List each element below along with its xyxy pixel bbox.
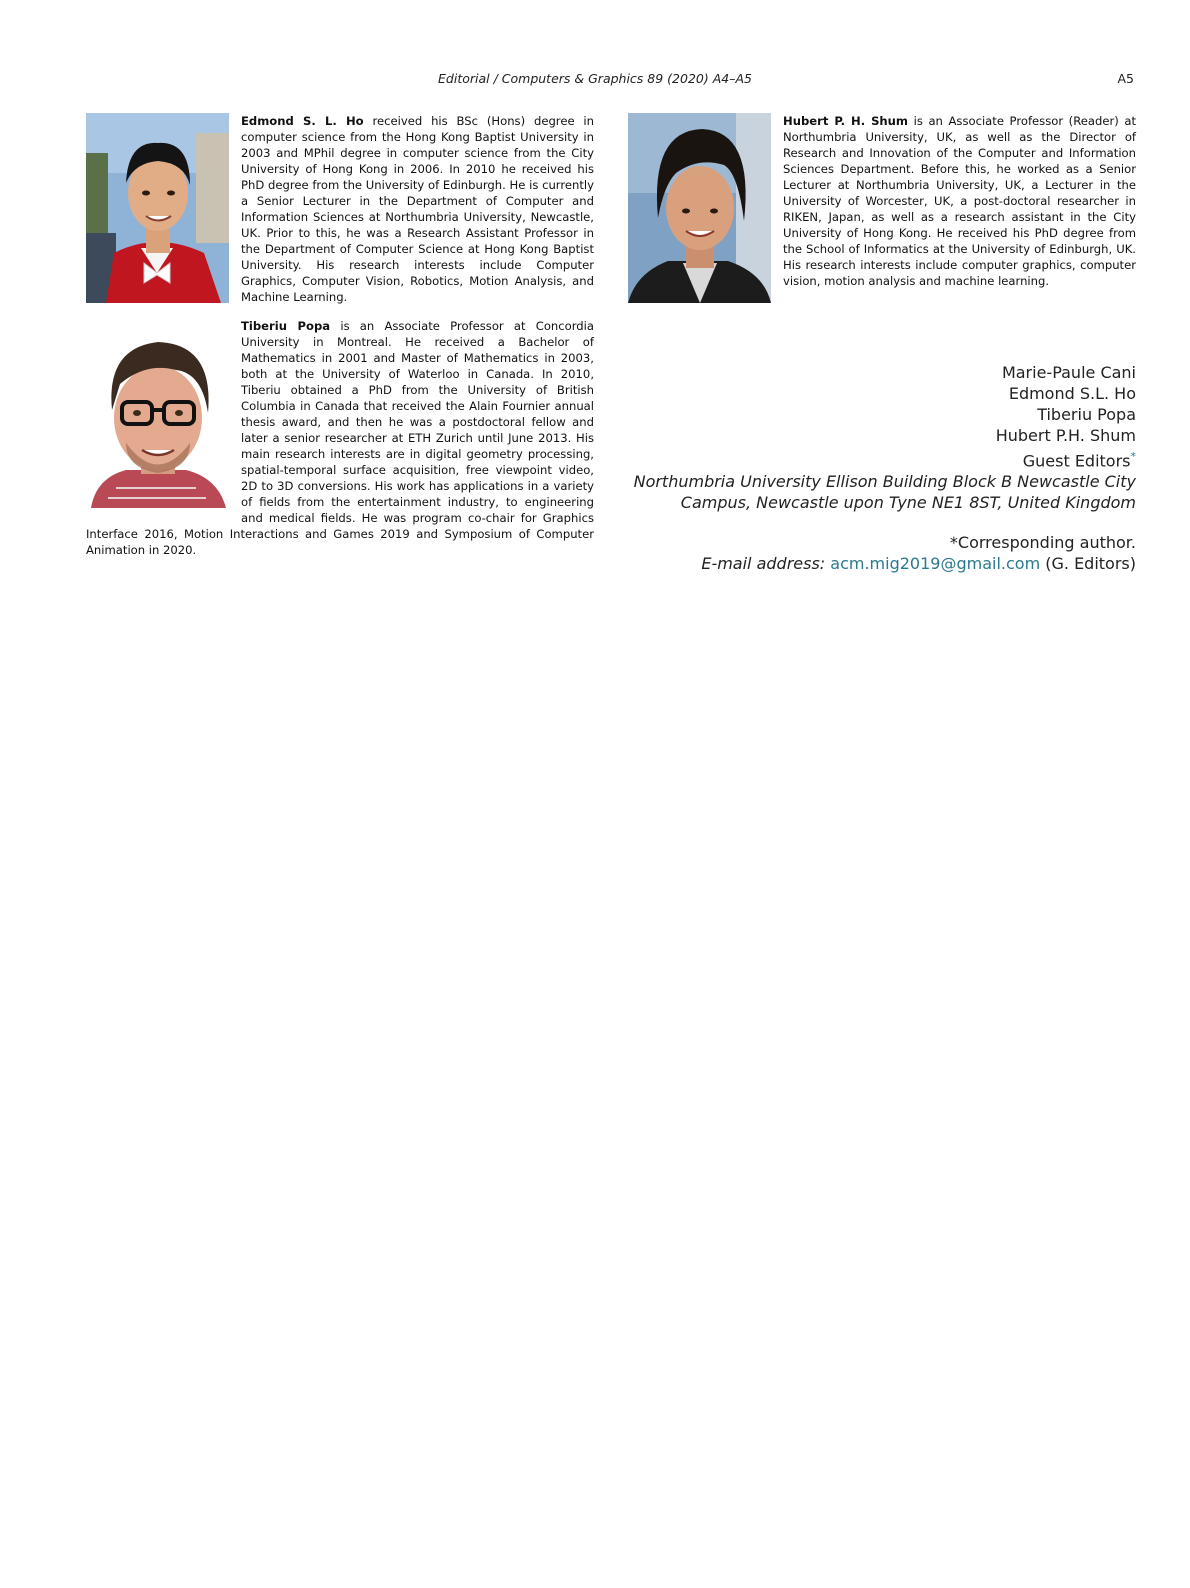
editor-role [634, 446, 1136, 471]
bio-edmond-ho [86, 113, 594, 307]
editor-name: Hubert P.H. Shum [995, 426, 1136, 445]
author-photo-ho [86, 113, 229, 303]
editor-name: Marie-Paule Cani [1001, 363, 1136, 382]
editor-name: Edmond S.L. Ho [1008, 384, 1136, 403]
author-photo-shum [628, 113, 771, 303]
author-photo-shum-image [628, 113, 771, 303]
page-number: A5 [1117, 71, 1134, 86]
footnote-marker-link[interactable]: * [1130, 450, 1136, 463]
bio-hubert-shum [628, 113, 1136, 307]
running-head: Editorial / Computers & Graphics 89 (2020) A4–A5 [438, 71, 752, 86]
editor-name: Tiberiu Popa [1037, 405, 1136, 424]
bio-text-popa: is an Associate Professor at Concordia University in Montreal. He received a Bachelor of Mathematics in 2001 and Master of Mathematics in 2003, both at the University of Waterloo in Canada. In 2010, Tiberiu obtained a PhD from the University of British Columbia in Canada that received the Alain Fournier annual thesis award, and then he was a postdoctoral fellow and later a senior researcher at ETH Zurich until June 2013. His main research interests are in digital geometry processing, spatial-temporal surface acquisition, free viewpoint video, 2D to 3D conversions. His work has applications in a variety of fields from the entertainment industry, to engineering and medical fields. He was program co-chair for Graphics Interface 2016, Motion Interactions and Games 2019 and Symposium of Computer Animation in 2020. [86, 319, 594, 557]
bio-text-ho: received his BSc (Hons) degree in computer science from the Hong Kong Baptist University in 2003 and MPhil degree in computer science from the City University of Hong Kong in 2006. In 2010 he received his PhD degree from the University of Edinburgh. He is currently a Senior Lecturer in the Department of Computer and Information Sciences at Northumbria University, Newcastle, UK. Prior to this, he was a Research Assistant Professor in the Department of Computer Science at Hong Kong Baptist University. His research interests include Computer Graphics, Computer Vision, Robotics, Motion Analysis, and Machine Learning. [241, 114, 595, 304]
author-photo-ho-image [86, 113, 229, 303]
email-owner: (G. Editors) [1045, 554, 1136, 574]
signature-block [634, 362, 1136, 574]
editor-role-label: Guest Editors [1022, 451, 1131, 471]
email-line [634, 553, 1136, 574]
bio-tiberiu-popa [86, 318, 594, 558]
email-link[interactable]: acm.mig2019@gmail.com [830, 554, 1041, 574]
corresponding-author-note: *Corresponding author. [949, 533, 1136, 553]
bio-text-shum: is an Associate Professor (Reader) at Northumbria University, UK, as well as the Director of Research and Innovation of the Computer and Information Sciences Department. Before this, he worked as a Senior Lecturer at Northumbria University, UK, a Lecturer in the University of Worcester, UK, a post-doctoral researcher in RIKEN, Japan, as well as a research assistant in the City University of Hong Kong. He received his PhD degree from the School of Informatics at the University of Edinburgh, UK. His research interests include computer graphics, computer vision, motion analysis and machine learning. [783, 114, 1136, 288]
bio-name-shum: Hubert P. H. Shum [783, 114, 909, 128]
affiliation-line-2: Campus, Newcastle upon Tyne NE1 8ST, United Kingdom [680, 493, 1136, 513]
author-photo-popa-image [86, 318, 229, 508]
spacer [634, 513, 1136, 532]
email-label: E-mail address: [701, 554, 826, 574]
author-photo-popa [86, 318, 229, 508]
bio-name-ho: Edmond S. L. Ho [241, 114, 364, 128]
affiliation-line-1: Northumbria University Ellison Building Block B Newcastle City [633, 472, 1136, 492]
bio-name-popa: Tiberiu Popa [241, 319, 331, 333]
